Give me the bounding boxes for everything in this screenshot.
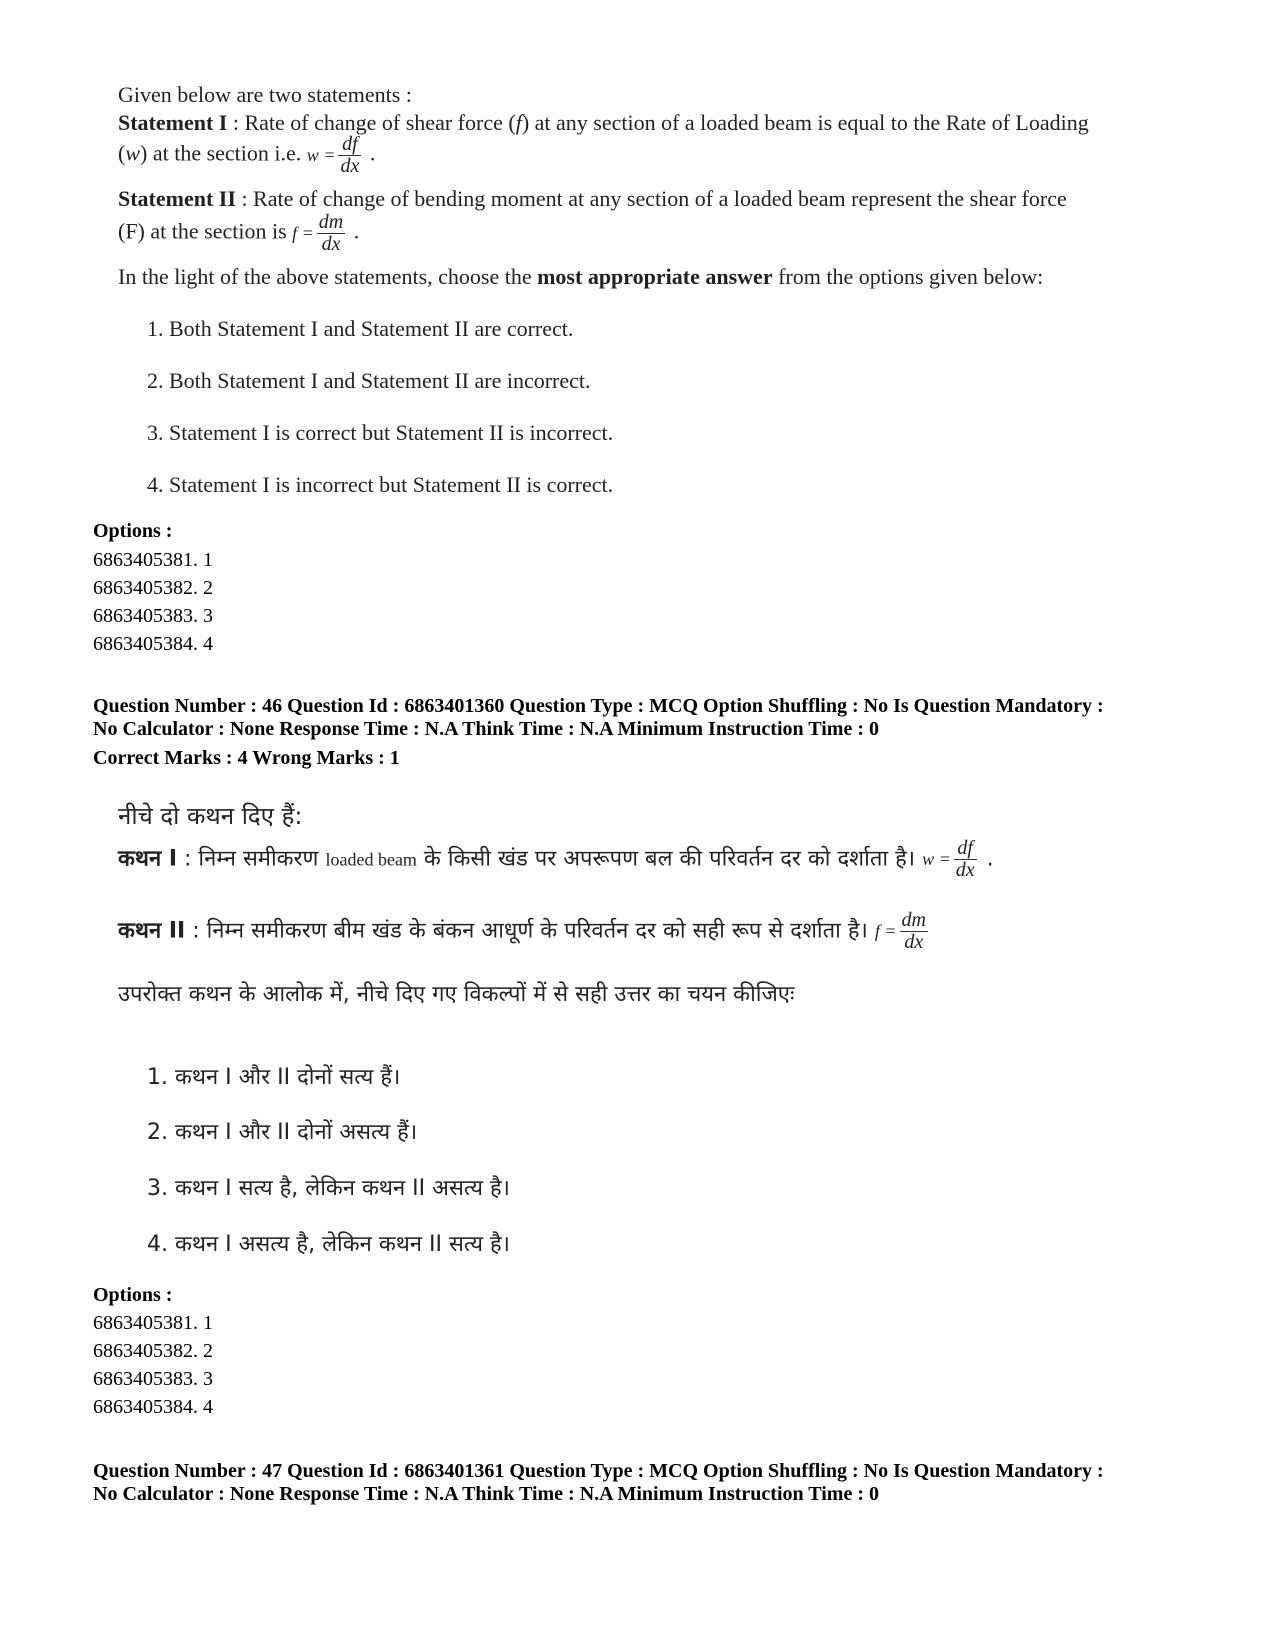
q45-option-2: 6863405382. 2 — [93, 577, 213, 599]
q46-option-4: 6863405384. 4 — [93, 1396, 213, 1418]
q46-meta-line1: Question Number : 46 Question Id : 6863401360 Question Type : MCQ Option Shuffling : No Is Question Mandatory : — [93, 695, 1104, 717]
q46-choice-4: 4. कथन I असत्य है, लेकिन कथन II सत्य है। — [147, 1232, 510, 1257]
q45-statement-1 — [118, 110, 1089, 136]
q46-s1-text-en: loaded beam — [325, 849, 417, 870]
q46-choice-3: 3. कथन I सत्य है, लेकिन कथन II असत्य है। — [147, 1176, 510, 1201]
q45-s2-label: Statement II — [118, 186, 236, 211]
q46-s1-frac-den: dx — [955, 859, 975, 881]
q46-instruction: उपरोक्त कथन के आलोक में, नीचे दिए गए विकल्पों में से सही उत्तर का चयन कीजिएः — [118, 982, 795, 1007]
q46-s2-frac-den: dx — [904, 931, 924, 953]
q46-option-1: 6863405381. 1 — [93, 1312, 213, 1334]
q46-marks: Correct Marks : 4 Wrong Marks : 1 — [93, 747, 400, 769]
q46-choice-2: 2. कथन I और II दोनों असत्य हैं। — [147, 1120, 418, 1145]
q45-ask-b: from the options given below: — [772, 264, 1044, 289]
q45-intro: Given below are two statements : — [118, 82, 412, 107]
q45-ask-bold: most appropriate answer — [537, 264, 773, 289]
q46-option-3: 6863405383. 3 — [93, 1368, 213, 1390]
q45-s1-frac-den: dx — [340, 155, 360, 177]
q45-option-4: 6863405384. 4 — [93, 633, 213, 655]
q45-s2-fraction — [317, 212, 345, 255]
q45-options-label: Options : — [93, 520, 173, 542]
q45-s1-frac-num: df — [338, 134, 361, 156]
q45-s1-var: f — [515, 110, 522, 135]
q46-statement-1: कथन I : निम्न समीकरण loaded beam के किसी खंड पर अपरूपण बल की परिवर्तन दर को दर्शाता है। w = $\frac{df}{dx}$ . — [118, 837, 994, 881]
q46-s1-text-b: के किसी खंड पर अपरूपण बल की परिवर्तन दर को दर्शाता है। — [416, 846, 916, 872]
q46-s1-eq-lhs: w = — [922, 849, 951, 869]
q46-statement-2 — [118, 910, 931, 953]
q45-option-1: 6863405381. 1 — [93, 549, 213, 571]
q45-s1-text2: ) at any section of a loaded beam is equal to the Rate of Loading — [521, 110, 1089, 135]
q46-s2-text: : निम्न समीकरण बीम खंड के बंकन आधूर्ण के परिवर्तन दर को सही रूप से दर्शाता है। — [185, 918, 868, 944]
q46-s1-frac-num: df — [954, 838, 977, 860]
q45-instruction — [118, 264, 1043, 290]
q45-s2-frac-num: dm — [318, 211, 344, 233]
q45-statement-2 — [118, 186, 1067, 212]
q45-s1-eq-lhs: w = — [306, 145, 336, 165]
q45-s1-line2-b: ) at the section i.e. — [140, 140, 302, 166]
q45-statement-2-line2: (F) at the section is f = $\frac{dm}{dx}$ . — [118, 211, 360, 255]
q45-option-3: 6863405383. 3 — [93, 605, 213, 627]
q46-s1-fraction — [954, 838, 977, 881]
q45-s1-line2-a: ( — [118, 140, 126, 166]
q45-s1-fraction — [338, 134, 361, 177]
q46-s2-label: कथन II — [118, 918, 186, 944]
q45-statement-1-line2: (w) at the section i.e. w = $\frac{df}{dx}$ . — [118, 133, 376, 177]
q45-choice-3: 3. Statement I is correct but Statement II is incorrect. — [147, 420, 614, 445]
q45-choice-2: 2. Both Statement I and Statement II are incorrect. — [147, 368, 591, 393]
q46-s1-text-a: : निम्न समीकरण — [177, 846, 326, 872]
q46-options-label: Options : — [93, 1284, 173, 1306]
q45-s2-line2: (F) at the section is — [118, 218, 287, 244]
q45-s2-eq-lhs: f = — [292, 223, 314, 243]
q46-meta-line2: No Calculator : None Response Time : N.A Think Time : N.A Minimum Instruction Time : 0 — [93, 718, 879, 740]
q47-meta-line2: No Calculator : None Response Time : N.A Think Time : N.A Minimum Instruction Time : 0 — [93, 1483, 879, 1505]
q45-s2-frac-den: dx — [321, 233, 341, 255]
q45-s1-line2-var: w — [125, 140, 141, 166]
q46-s2-fraction — [900, 910, 928, 953]
q45-ask-a: In the light of the above statements, choose the — [118, 264, 538, 289]
q45-s2-text: : Rate of change of bending moment at any section of a loaded beam represent the shear force — [235, 186, 1067, 211]
q46-s2-frac-num: dm — [901, 909, 926, 931]
q46-s2-eq-lhs: f = — [874, 921, 897, 941]
q47-meta-line1: Question Number : 47 Question Id : 6863401361 Question Type : MCQ Option Shuffling : No Is Question Mandatory : — [93, 1460, 1104, 1482]
q45-choice-4: 4. Statement I is incorrect but Statement II is correct. — [147, 472, 614, 497]
q46-intro: नीचे दो कथन दिए हैं: — [118, 802, 303, 830]
q46-s1-label: कथन I — [118, 846, 178, 872]
q46-option-2: 6863405382. 2 — [93, 1340, 213, 1362]
q46-choice-1: 1. कथन I और II दोनों सत्य हैं। — [147, 1065, 401, 1090]
q45-choice-1: 1. Both Statement I and Statement II are correct. — [147, 316, 574, 341]
q45-s1-text: : Rate of change of shear force ( — [227, 110, 516, 135]
q45-s1-label: Statement I — [118, 110, 228, 135]
